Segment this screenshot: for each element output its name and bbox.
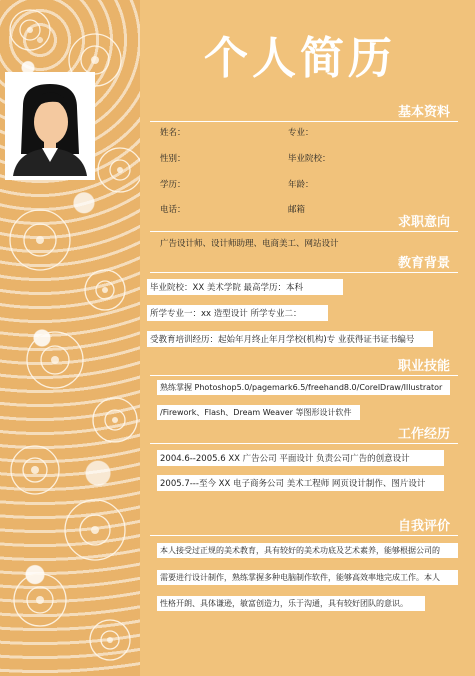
- section-heading: 教育背景: [397, 256, 450, 271]
- field-phone: 电话：: [160, 205, 186, 215]
- field-school: 毕业院校：: [288, 154, 331, 164]
- avatar-icon: [9, 76, 91, 176]
- intent-text: 广告设计师、设计师助理、电商美工、网站设计: [160, 239, 339, 249]
- education-line-3: 受教育培训经历：起始年月终止年月学校(机构)专 业获得证书证书编号: [147, 331, 433, 347]
- work-line-1: 2004.6--2005.6 XX 广告公司 平面设计 负责公司广告的创意设计: [157, 450, 444, 466]
- field-age: 年龄：: [288, 180, 314, 190]
- evaluation-line-2: 需要进行设计制作，熟练掌握多种电脑制作软件，能够高效率地完成工作。本人: [157, 570, 458, 585]
- field-name: 姓名：: [160, 128, 186, 138]
- section-heading: 工作经历: [397, 427, 450, 442]
- section-basic: [150, 102, 458, 124]
- field-degree: 学历：: [160, 180, 186, 190]
- section-education: [150, 253, 458, 275]
- resume-title: 个人简历: [204, 33, 396, 84]
- education-line-1: 毕业院校：XX 美术学院 最高学历：本科: [147, 279, 343, 295]
- section-heading: 自我评价: [397, 519, 450, 534]
- section-intent: [150, 212, 458, 234]
- evaluation-line-3: 性格开朗、具体谦逊，敏富创造力，乐于沟通，具有较好团队的意识。: [157, 596, 425, 611]
- field-major: 专业：: [288, 128, 314, 138]
- evaluation-line-1: 本人接受过正规的美术教育，具有较好的美术功底及艺术素养，能够根据公司的: [157, 543, 458, 558]
- education-line-2: 所学专业一：xx 造型设计 所学专业二：: [147, 305, 328, 321]
- section-heading: 基本资料: [397, 105, 450, 120]
- section-divider: [150, 272, 458, 273]
- section-divider: [150, 443, 458, 444]
- avatar-photo: [5, 72, 95, 180]
- section-divider: [150, 231, 458, 232]
- section-divider: [150, 121, 458, 122]
- section-heading: 职业技能: [397, 359, 450, 374]
- section-evaluation: [150, 516, 458, 538]
- skills-line-2: /Firework、Flash、Dream Weaver 等图形设计软件: [157, 405, 360, 420]
- skills-line-1: 熟练掌握 Photoshop5.0/pagemark6.5/freehand8.0/CorelDraw/Illustrator: [157, 380, 450, 395]
- work-line-2: 2005.7---至今 XX 电子商务公司 美术工程师 网页设计制作、图片设计: [157, 475, 444, 491]
- field-email: 邮箱: [288, 205, 306, 215]
- section-skills: [150, 356, 458, 378]
- section-heading: 求职意向: [397, 215, 450, 230]
- field-gender: 性别：: [160, 154, 186, 164]
- section-work: [150, 424, 458, 446]
- section-divider: [150, 375, 458, 376]
- section-divider: [150, 535, 458, 536]
